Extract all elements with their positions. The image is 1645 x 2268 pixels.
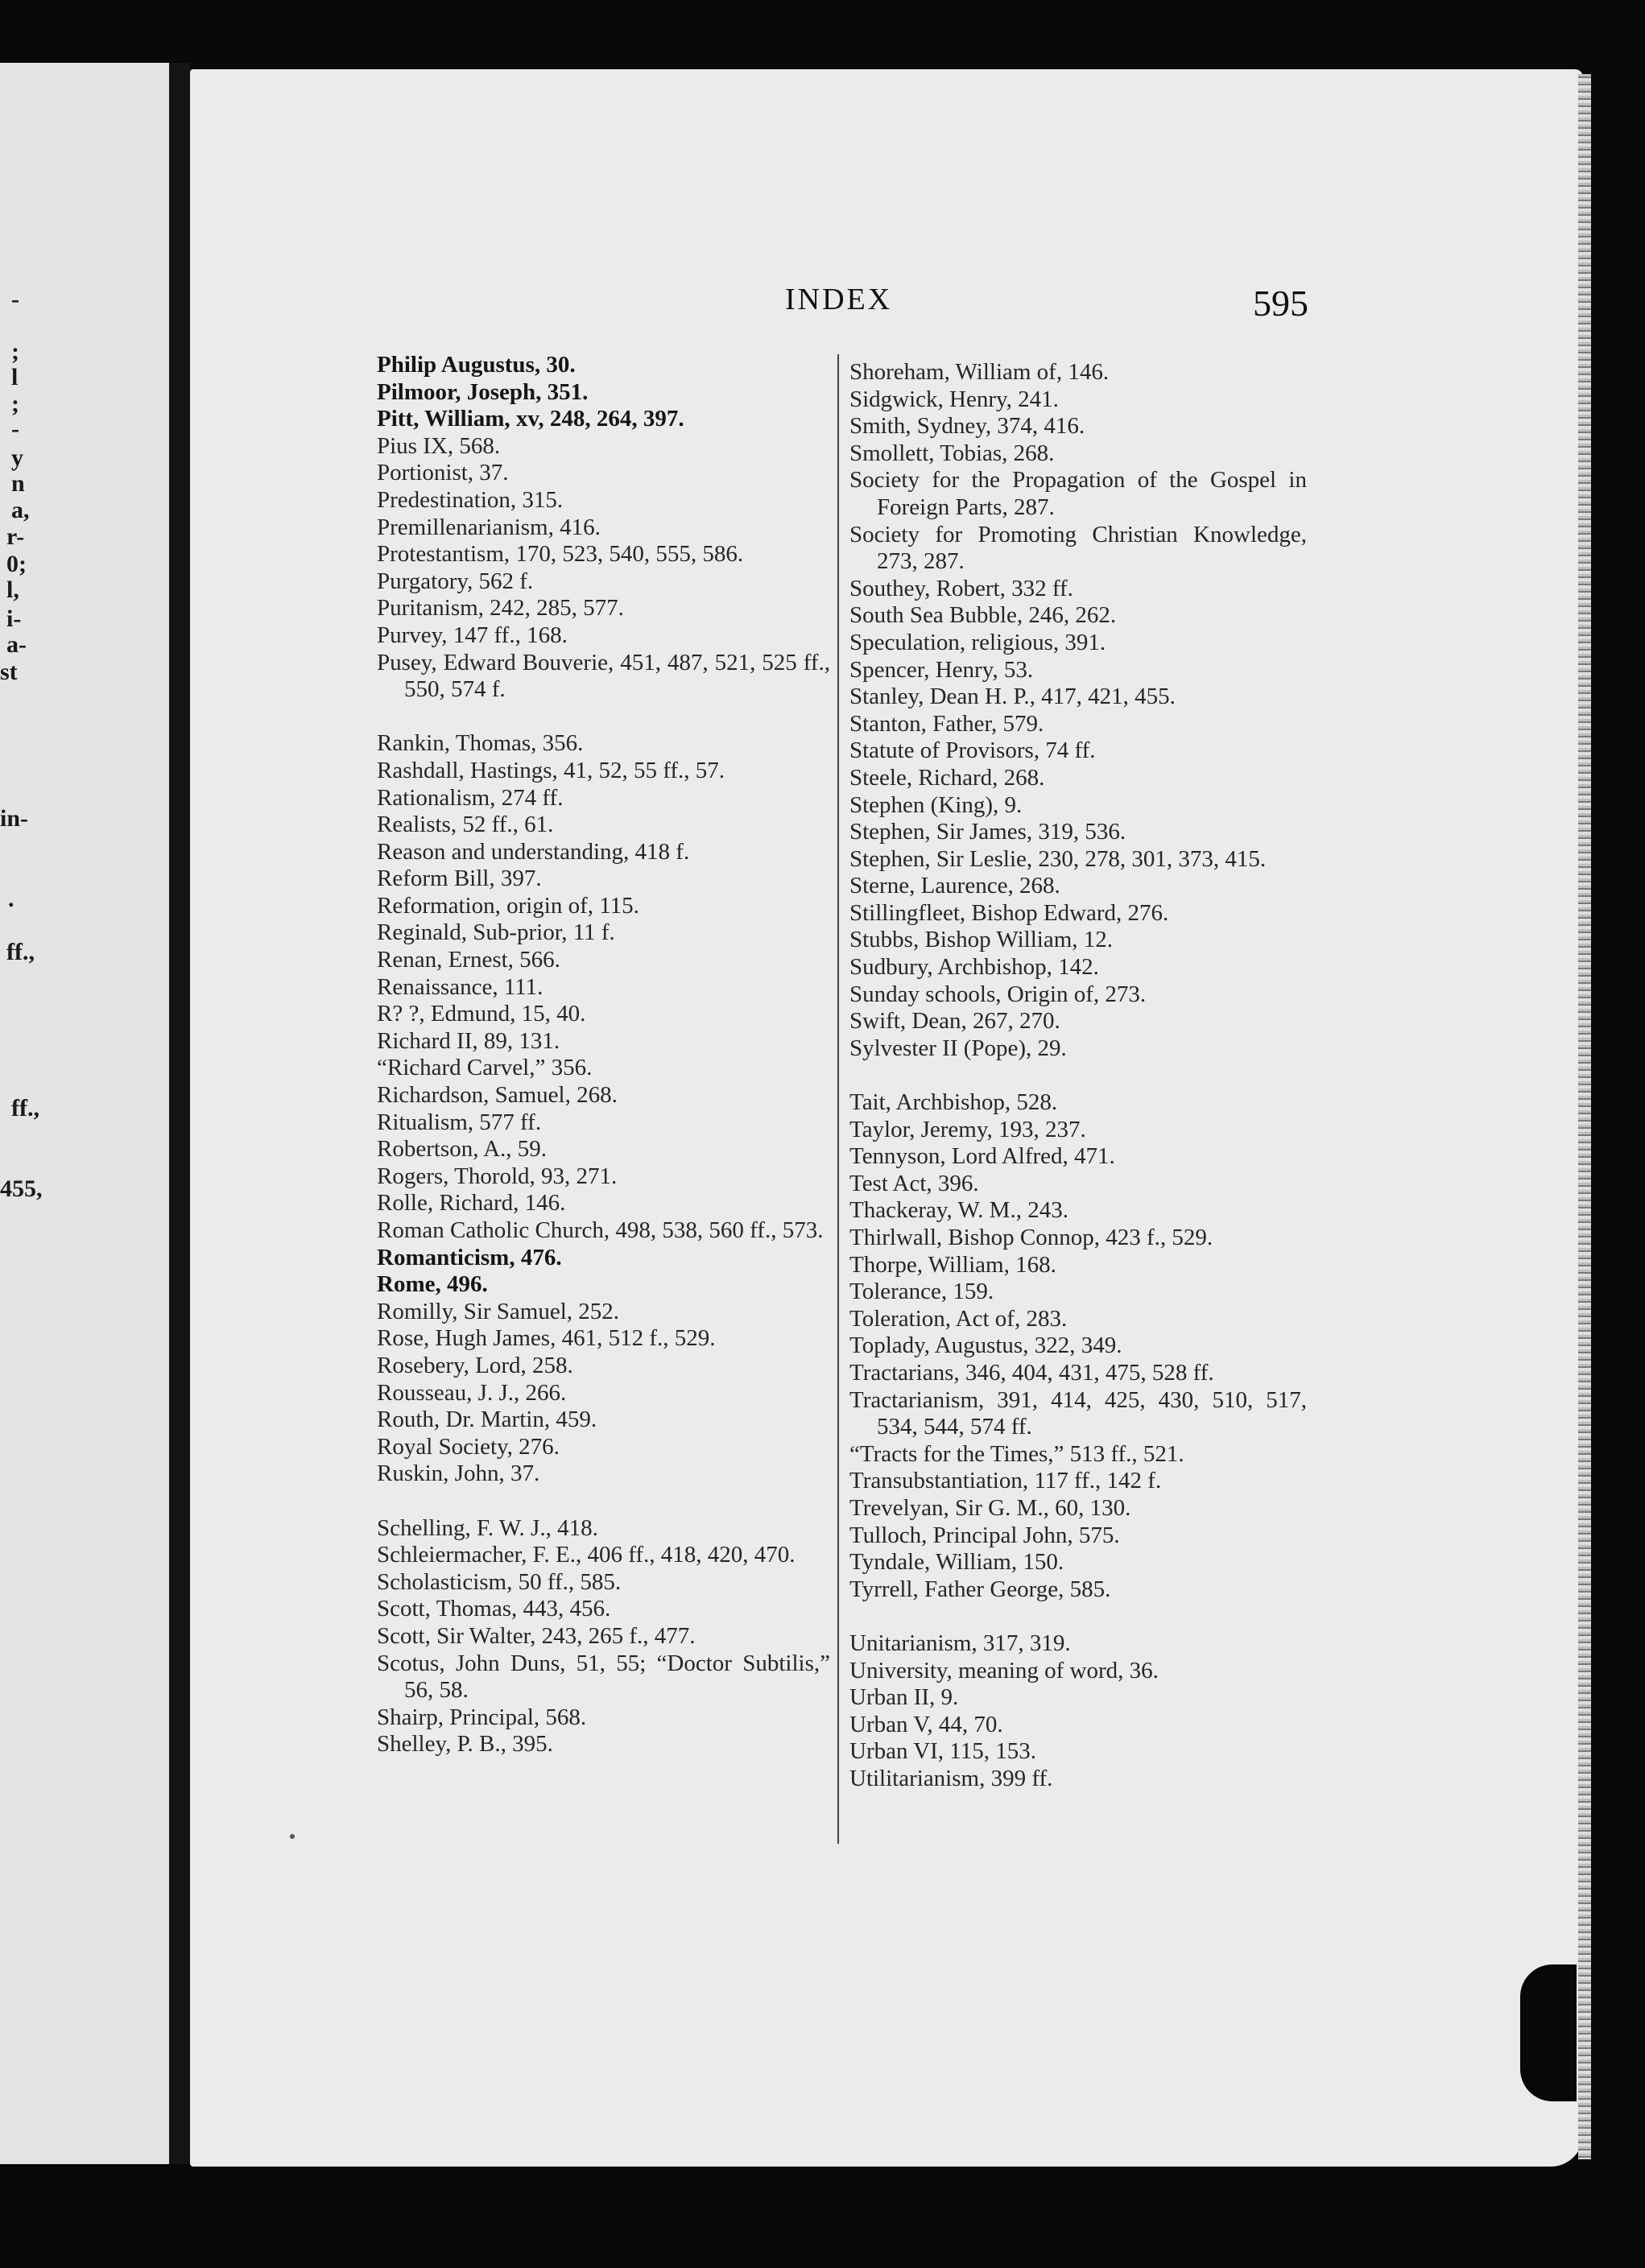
index-column-right	[849, 359, 1307, 1792]
index-entry: Ritualism, 577 ff.	[377, 1109, 542, 1135]
ink-speck	[290, 1834, 295, 1839]
facing-page-fragment: l,	[6, 576, 19, 603]
index-entry: Puritanism, 242, 285, 577.	[377, 595, 624, 622]
facing-page-fragment: a,	[11, 497, 30, 523]
book-gutter	[169, 63, 190, 2164]
index-entry: Romanticism, 476.	[377, 1244, 562, 1270]
index-entry: “Tracts for the Times,” 513 ff., 521.	[849, 1440, 1184, 1467]
index-entry: Sterne, Laurence, 268.	[849, 873, 1060, 899]
facing-page-fragment: y	[11, 444, 23, 471]
index-entry: Shairp, Principal, 568.	[377, 1704, 587, 1730]
facing-page-fragment: ;	[11, 390, 19, 417]
index-entry: Sidgwick, Henry, 241.	[849, 386, 1059, 412]
index-entry: Tait, Archbishop, 528.	[849, 1089, 1058, 1116]
index-entry: Toleration, Act of, 283.	[849, 1305, 1068, 1332]
index-entry: Steele, Richard, 268.	[849, 764, 1045, 791]
index-entry: Smith, Sydney, 374, 416.	[849, 413, 1085, 440]
index-entry: Scotus, John Duns, 51, 55; “Doctor Subtilis,” 56, 58.	[377, 1650, 830, 1704]
index-entry: Portionist, 37.	[377, 460, 509, 486]
index-entry: Roman Catholic Church, 498, 538, 560 ff., 573.	[377, 1217, 824, 1243]
index-entry: Reformation, origin of, 115.	[377, 892, 639, 919]
index-entry: Society for the Propagation of the Gospel in Foreign Parts, 287.	[849, 467, 1307, 520]
index-entry: Tractarians, 346, 404, 431, 475, 528 ff.	[849, 1359, 1214, 1386]
index-entry: Reason and understanding, 418 f.	[377, 838, 690, 865]
index-entry: Schleiermacher, F. E., 406 ff., 418, 420, 470.	[377, 1542, 796, 1568]
index-entry: Tractarianism, 391, 414, 425, 430, 510, 517, 534, 544, 574 ff.	[849, 1386, 1307, 1440]
facing-page-fragment: ;	[11, 338, 19, 365]
index-column-left	[377, 352, 830, 1758]
index-entry: Smollett, Tobias, 268.	[849, 440, 1055, 466]
index-entry: Shelley, P. B., 395.	[377, 1731, 553, 1758]
index-entry: South Sea Bubble, 246, 262.	[849, 602, 1117, 629]
index-entry: Rationalism, 274 ff.	[377, 784, 564, 811]
facing-page-fragment: ff.,	[6, 939, 35, 965]
index-entry: “Richard Carvel,” 356.	[377, 1055, 593, 1081]
index-entry: Statute of Provisors, 74 ff.	[849, 737, 1096, 764]
index-entry: Swift, Dean, 267, 270.	[849, 1008, 1060, 1035]
index-entry: Reginald, Sub-prior, 11 f.	[377, 919, 615, 946]
page-edge-texture	[1578, 74, 1591, 2159]
index-entry: Tulloch, Principal John, 575.	[849, 1522, 1120, 1548]
index-entry: Tyrrell, Father George, 585.	[849, 1576, 1111, 1602]
index-entry: Sylvester II (Pope), 29.	[849, 1035, 1067, 1061]
index-entry: Rashdall, Hastings, 41, 52, 55 ff., 57.	[377, 757, 725, 783]
index-entry: Renan, Ernest, 566.	[377, 947, 560, 973]
facing-page-fragment: ff.,	[11, 1095, 39, 1122]
index-entry: Richard II, 89, 131.	[377, 1027, 560, 1054]
index-entry: Pusey, Edward Bouverie, 451, 487, 521, 525 ff., 550, 574 f.	[377, 649, 830, 703]
index-entry: Thackeray, W. M., 243.	[849, 1197, 1068, 1224]
index-entry: Realists, 52 ff., 61.	[377, 812, 554, 838]
index-entry: Stanton, Father, 579.	[849, 710, 1044, 737]
page-number: 595	[1253, 283, 1308, 324]
facing-page-fragment: r-	[6, 523, 25, 550]
running-head: INDEX	[785, 283, 893, 316]
index-entry: Schelling, F. W. J., 418.	[377, 1514, 598, 1541]
index-entry: Reform Bill, 397.	[377, 865, 542, 892]
index-entry: Stephen, Sir James, 319, 536.	[849, 819, 1126, 845]
index-entry: Spencer, Henry, 53.	[849, 656, 1034, 683]
index-entry: R? ?, Edmund, 15, 40.	[377, 1001, 586, 1027]
entry-spacer	[849, 1603, 1307, 1630]
index-entry: Stanley, Dean H. P., 417, 421, 455.	[849, 684, 1176, 710]
index-entry: Royal Society, 276.	[377, 1433, 560, 1460]
index-entry: Robertson, A., 59.	[377, 1136, 548, 1163]
index-entry: Pitt, William, xv, 248, 264, 397.	[377, 406, 684, 432]
index-entry: Shoreham, William of, 146.	[849, 359, 1110, 385]
index-entry: Romilly, Sir Samuel, 252.	[377, 1298, 620, 1324]
index-entry: Rousseau, J. J., 266.	[377, 1379, 567, 1406]
index-entry: Rankin, Thomas, 356.	[377, 730, 584, 757]
index-entry: Rogers, Thorold, 93, 271.	[377, 1163, 618, 1189]
index-entry: Richardson, Samuel, 268.	[377, 1082, 618, 1109]
index-entry: Sunday schools, Origin of, 273.	[849, 981, 1147, 1007]
index-entry: Urban VI, 115, 153.	[849, 1738, 1036, 1765]
column-rule	[837, 354, 839, 1844]
index-entry: Thorpe, William, 168.	[849, 1251, 1056, 1278]
facing-page-fragment: -	[11, 415, 19, 442]
index-entry: Scott, Thomas, 443, 456.	[377, 1596, 611, 1622]
facing-page-fragment: -	[11, 286, 19, 312]
index-entry: Stillingfleet, Bishop Edward, 276.	[849, 899, 1169, 926]
facing-page-fragment: i-	[6, 605, 22, 632]
index-entry: Unitarianism, 317, 319.	[849, 1630, 1071, 1656]
index-entry: Ruskin, John, 37.	[377, 1460, 540, 1487]
thumb-notch	[1520, 1964, 1577, 2101]
index-entry: Scholasticism, 50 ff., 585.	[377, 1568, 622, 1595]
index-entry: Sudbury, Archbishop, 142.	[849, 954, 1099, 981]
facing-page-fragment: .	[8, 886, 14, 912]
index-entry: University, meaning of word, 36.	[849, 1657, 1159, 1683]
index-entry: Pius IX, 568.	[377, 432, 501, 459]
index-entry: Renaissance, 111.	[377, 973, 544, 1000]
facing-page-edge	[0, 63, 172, 2164]
facing-page-fragment: in-	[0, 805, 29, 832]
index-entry: Transubstantiation, 117 ff., 142 f.	[849, 1468, 1162, 1494]
index-entry: Protestantism, 170, 523, 540, 555, 586.	[377, 541, 744, 568]
index-entry: Speculation, religious, 391.	[849, 629, 1106, 655]
index-entry: Philip Augustus, 30.	[377, 352, 576, 378]
facing-page-fragment: st	[0, 659, 18, 685]
index-entry: Rosebery, Lord, 258.	[377, 1352, 573, 1378]
index-entry: Stephen, Sir Leslie, 230, 278, 301, 373, 415.	[849, 845, 1267, 872]
index-entry: Urban II, 9.	[849, 1684, 959, 1711]
index-entry: Stephen (King), 9.	[849, 791, 1023, 818]
entry-spacer	[377, 1488, 830, 1515]
index-entry: Society for Promoting Christian Knowledge, 273, 287.	[849, 521, 1307, 575]
index-entry: Taylor, Jeremy, 193, 237.	[849, 1116, 1086, 1142]
index-entry: Rome, 496.	[377, 1271, 488, 1298]
facing-page-fragment: a-	[6, 631, 27, 658]
index-entry: Utilitarianism, 399 ff.	[849, 1765, 1053, 1791]
index-entry: Scott, Sir Walter, 243, 265 f., 477.	[377, 1622, 696, 1649]
index-entry: Premillenarianism, 416.	[377, 514, 601, 540]
index-entry: Test Act, 396.	[849, 1170, 979, 1196]
facing-page-fragment: 0;	[6, 551, 27, 577]
index-entry: Stubbs, Bishop William, 12.	[849, 927, 1114, 953]
index-entry: Rose, Hugh James, 461, 512 f., 529.	[377, 1325, 716, 1352]
index-entry: Tyndale, William, 150.	[849, 1549, 1064, 1576]
index-entry: Tolerance, 159.	[849, 1279, 994, 1305]
index-entry: Purvey, 147 ff., 168.	[377, 622, 568, 648]
entry-spacer	[377, 704, 830, 731]
index-entry: Predestination, 315.	[377, 486, 564, 513]
index-entry: Rolle, Richard, 146.	[377, 1190, 566, 1217]
facing-page-fragment: l	[11, 364, 19, 390]
facing-page-fragment: 455,	[0, 1175, 43, 1202]
index-entry: Thirlwall, Bishop Connop, 423 f., 529.	[849, 1225, 1213, 1250]
index-entry: Pilmoor, Joseph, 351.	[377, 378, 589, 405]
entry-spacer	[849, 1062, 1307, 1089]
index-entry: Purgatory, 562 f.	[377, 568, 534, 594]
index-entry: Routh, Dr. Martin, 459.	[377, 1407, 597, 1433]
index-entry: Tennyson, Lord Alfred, 471.	[849, 1143, 1115, 1170]
index-entry: Urban V, 44, 70.	[849, 1711, 1003, 1737]
index-entry: Trevelyan, Sir G. M., 60, 130.	[849, 1494, 1131, 1521]
index-entry: Toplady, Augustus, 322, 349.	[849, 1332, 1122, 1359]
facing-page-fragment: n	[11, 470, 25, 497]
index-entry: Southey, Robert, 332 ff.	[849, 575, 1073, 601]
